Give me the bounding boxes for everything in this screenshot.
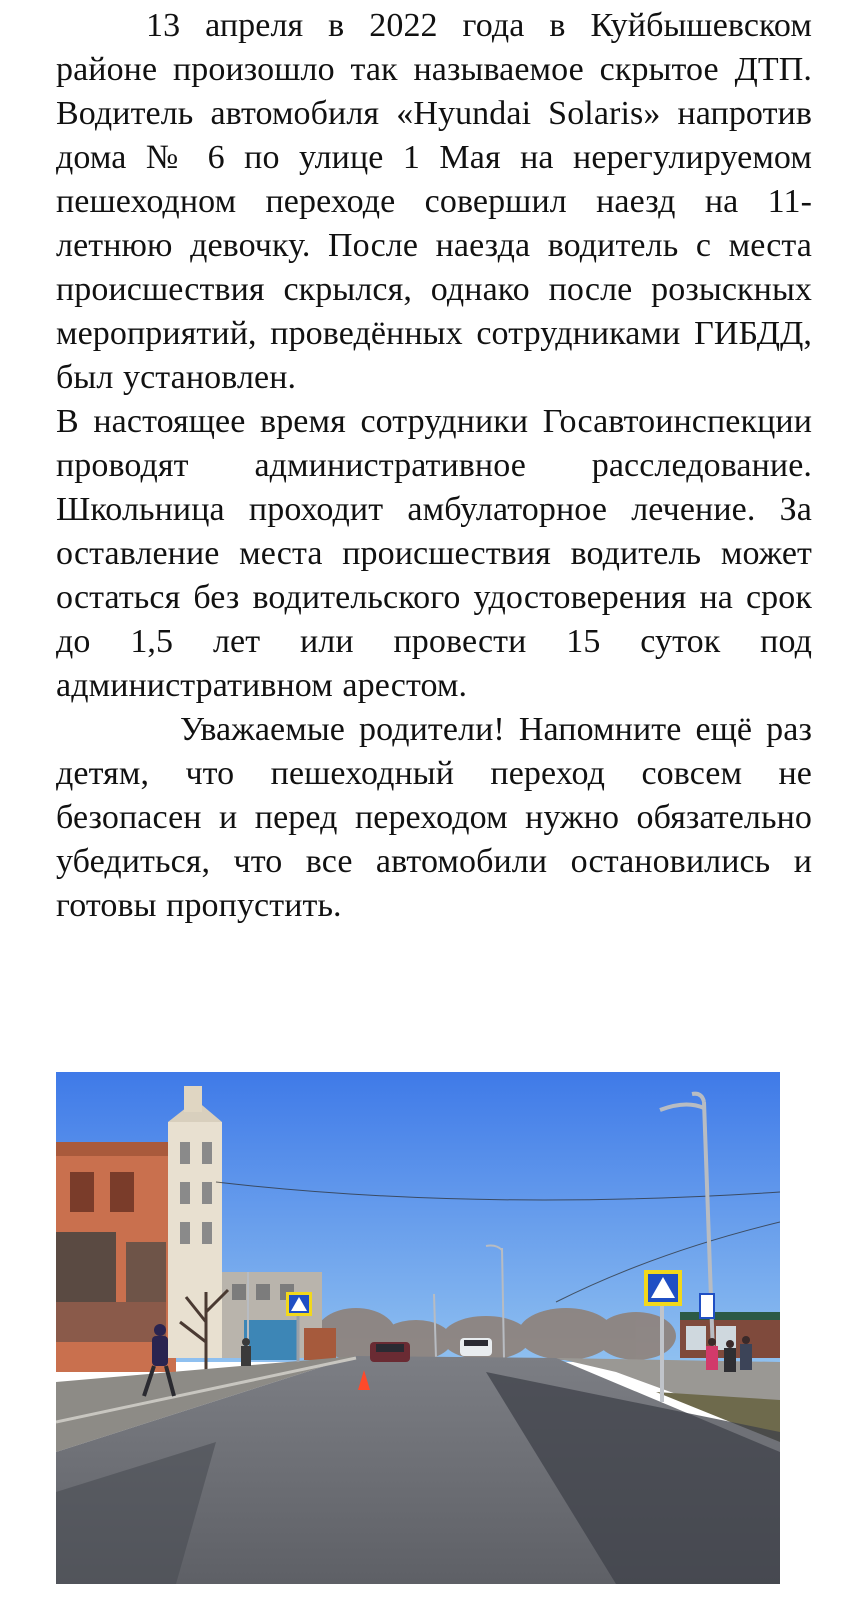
paragraph-appeal-parents: Уважаемые родители! Напомните ещё раз детям, что пешеходный переход совсем не безопасен и перед переходом нужно обязательно убедиться, что все автомобили остановились и готовы пропустить.	[56, 711, 812, 924]
street-scene-illustration	[56, 1072, 780, 1584]
pedestrian-mid	[241, 1338, 251, 1366]
kiosk	[244, 1320, 298, 1360]
pedestrians-right	[706, 1336, 752, 1372]
article-text	[56, 4, 812, 928]
car-white	[460, 1338, 492, 1356]
car-red	[370, 1342, 410, 1362]
paragraph-incident: 13 апреля в 2022 года в Куйбышевском районе произошло так называемое скрытое ДТП. Водитель автомобиля «Hyundai Solaris» напротив дома № 6 по улице 1 Мая на нерегулируемом пешеходном переходе совершил наезд на 11-летнюю девочку. После наезда водитель с места происшествия скрылся, однако после розыскных мероприятий, проведённых сотрудниками ГИБДД, был установлен.	[56, 7, 812, 396]
paragraph-investigation: В настоящее время сотрудники Госавтоинспекции проводят административное расследование. Школьница проходит амбулаторное лечение. За оставление места происшествия водитель может остаться без водительского удостоверения на срок до 1,5 лет или провести 15 суток под административном арестом.	[56, 403, 812, 704]
street-photo	[56, 1072, 780, 1584]
